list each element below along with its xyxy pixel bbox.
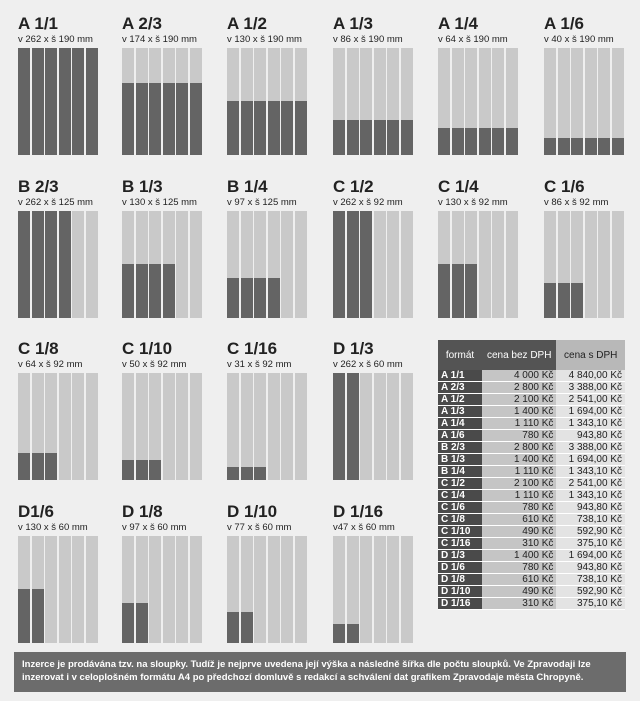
cell-price-with-vat: 943,80 Kč: [556, 430, 625, 442]
ad-area-fill: [544, 138, 556, 155]
ad-area-fill: [333, 624, 345, 643]
ad-area-fill: [360, 120, 372, 155]
ad-format: [18, 503, 98, 643]
cell-price-with-vat: 1 694,00 Kč: [556, 454, 625, 466]
ad-area-fill: [241, 278, 253, 318]
cell-price-without-vat: 2 100 Kč: [482, 478, 556, 490]
page-column: [86, 373, 98, 480]
price-row: [438, 514, 625, 526]
page-column: [295, 211, 307, 318]
ad-area-fill: [479, 128, 491, 155]
ad-area-fill: [18, 48, 30, 155]
page-column: [387, 536, 399, 643]
ad-area-fill: [122, 603, 134, 643]
cell-format: C 1/8: [438, 514, 482, 526]
format-diagram: [333, 373, 413, 480]
cell-price-without-vat: 780 Kč: [482, 502, 556, 514]
ad-area-fill: [45, 211, 57, 318]
format-dimensions: v 262 x š 190 mm: [18, 34, 93, 45]
cell-price-without-vat: 2 100 Kč: [482, 394, 556, 406]
cell-price-without-vat: 610 Kč: [482, 574, 556, 586]
ad-area-fill: [227, 101, 239, 155]
page-column: [241, 373, 253, 480]
format-dimensions: v 86 x š 190 mm: [333, 34, 403, 45]
cell-price-without-vat: 490 Kč: [482, 586, 556, 598]
format-diagram: [122, 211, 202, 318]
cell-format: A 1/4: [438, 418, 482, 430]
format-dimensions: v 31 x š 92 mm: [227, 359, 292, 370]
page-column: [227, 373, 239, 480]
format-dimensions: v 40 x š 190 mm: [544, 34, 614, 45]
format-name: C 1/4: [438, 177, 479, 196]
format-name: D 1/3: [333, 339, 374, 358]
page-column: [281, 373, 293, 480]
format-name: B 1/4: [227, 177, 268, 196]
ad-area-fill: [18, 589, 30, 643]
cell-format: C 1/4: [438, 490, 482, 502]
ad-area-fill: [492, 128, 504, 155]
page-column: [281, 211, 293, 318]
ad-area-fill: [227, 278, 239, 318]
cell-price-without-vat: 1 110 Kč: [482, 490, 556, 502]
format-diagram: [122, 373, 202, 480]
ad-area-fill: [32, 589, 44, 643]
page-column: [506, 211, 518, 318]
cell-price-without-vat: 2 800 Kč: [482, 442, 556, 454]
price-row: [438, 382, 625, 394]
page-column: [254, 373, 266, 480]
cell-format: C 1/2: [438, 478, 482, 490]
format-name: C 1/6: [544, 177, 585, 196]
col-header-format: formát: [438, 340, 482, 370]
cell-price-without-vat: 1 110 Kč: [482, 466, 556, 478]
cell-price-without-vat: 780 Kč: [482, 562, 556, 574]
format-dimensions: v 130 x š 125 mm: [122, 197, 197, 208]
format-dimensions: v 77 x š 60 mm: [227, 522, 292, 533]
ad-area-fill: [465, 128, 477, 155]
ad-area-fill: [506, 128, 518, 155]
cell-price-without-vat: 610 Kč: [482, 514, 556, 526]
page-column: [176, 536, 188, 643]
ad-area-fill: [163, 264, 175, 318]
cell-price-with-vat: 2 541,00 Kč: [556, 478, 625, 490]
ad-area-fill: [254, 101, 266, 155]
format-dimensions: v 64 x š 190 mm: [438, 34, 508, 45]
cell-format: D 1/3: [438, 550, 482, 562]
cell-format: D 1/16: [438, 598, 482, 610]
cell-price-without-vat: 310 Kč: [482, 598, 556, 610]
format-diagram: [227, 536, 307, 643]
price-table-header: [438, 340, 625, 370]
ad-area-fill: [374, 120, 386, 155]
format-name: B 2/3: [18, 177, 59, 196]
ad-area-fill: [32, 453, 44, 480]
page-column: [176, 211, 188, 318]
page-column: [176, 373, 188, 480]
ad-area-fill: [281, 101, 293, 155]
cell-price-with-vat: 4 840,00 Kč: [556, 370, 625, 382]
ad-area-fill: [360, 211, 372, 318]
ad-format: [544, 178, 624, 318]
page-column: [374, 211, 386, 318]
ad-area-fill: [254, 278, 266, 318]
cell-format: A 2/3: [438, 382, 482, 394]
cell-price-with-vat: 738,10 Kč: [556, 514, 625, 526]
ad-area-fill: [347, 624, 359, 643]
ad-area-fill: [32, 211, 44, 318]
ad-area-fill: [558, 283, 570, 318]
cell-format: D 1/10: [438, 586, 482, 598]
cell-price-without-vat: 4 000 Kč: [482, 370, 556, 382]
page-column: [295, 373, 307, 480]
page-column: [387, 211, 399, 318]
format-diagram: [227, 48, 307, 155]
format-dimensions: v 262 x š 60 mm: [333, 359, 403, 370]
format-dimensions: v 174 x š 190 mm: [122, 34, 197, 45]
format-name: C 1/8: [18, 339, 59, 358]
ad-area-fill: [241, 612, 253, 643]
price-row: [438, 562, 625, 574]
page-column: [492, 211, 504, 318]
footer-note: Inzerce je prodávána tzv. na sloupky. Tudíž je nejprve uvedena její výška a následně šířka dle počtu sloupků. Ve Zpravodaji lze inzerovat i v celoplošném formátu A4 po předchozí domluvě s redakcí a schválení dat grafikem Zpravodaje města Chropyně.: [14, 652, 626, 692]
format-diagram: [18, 373, 98, 480]
price-row: [438, 502, 625, 514]
cell-format: B 1/3: [438, 454, 482, 466]
price-row: [438, 586, 625, 598]
cell-format: A 1/6: [438, 430, 482, 442]
ad-area-fill: [136, 83, 148, 155]
cell-price-with-vat: 2 541,00 Kč: [556, 394, 625, 406]
cell-price-with-vat: 1 343,10 Kč: [556, 490, 625, 502]
ad-format: [333, 15, 413, 155]
price-row: [438, 598, 625, 610]
page-column: [45, 536, 57, 643]
price-row: [438, 526, 625, 538]
ad-area-fill: [163, 83, 175, 155]
ad-format: [333, 503, 413, 643]
format-diagram: [544, 48, 624, 155]
page-column: [612, 211, 624, 318]
format-diagram: [333, 48, 413, 155]
format-diagram: [333, 211, 413, 318]
cell-price-with-vat: 1 343,10 Kč: [556, 466, 625, 478]
format-diagram: [544, 211, 624, 318]
col-header-price-with-vat: cena s DPH: [556, 340, 625, 370]
page-column: [281, 536, 293, 643]
ad-area-fill: [32, 48, 44, 155]
ad-area-fill: [558, 138, 570, 155]
cell-format: C 1/10: [438, 526, 482, 538]
page-column: [163, 536, 175, 643]
page-column: [360, 536, 372, 643]
format-diagram: [438, 211, 518, 318]
page-column: [374, 373, 386, 480]
ad-format: [122, 340, 202, 480]
ad-area-fill: [347, 211, 359, 318]
format-diagram: [18, 536, 98, 643]
format-dimensions: v47 x š 60 mm: [333, 522, 395, 533]
ad-area-fill: [268, 278, 280, 318]
price-row: [438, 418, 625, 430]
cell-price-without-vat: 1 110 Kč: [482, 418, 556, 430]
format-name: A 1/3: [333, 14, 374, 33]
format-name: D1/6: [18, 502, 54, 521]
page-column: [163, 373, 175, 480]
page-column: [374, 536, 386, 643]
format-dimensions: v 97 x š 125 mm: [227, 197, 297, 208]
ad-format: [333, 340, 413, 480]
ad-area-fill: [544, 283, 556, 318]
cell-format: A 1/2: [438, 394, 482, 406]
cell-price-without-vat: 2 800 Kč: [482, 382, 556, 394]
ad-area-fill: [122, 83, 134, 155]
format-dimensions: v 50 x š 92 mm: [122, 359, 187, 370]
cell-price-with-vat: 1 343,10 Kč: [556, 418, 625, 430]
format-name: C 1/16: [227, 339, 278, 358]
ad-area-fill: [333, 211, 345, 318]
format-diagram: [122, 48, 202, 155]
cell-price-without-vat: 1 400 Kč: [482, 406, 556, 418]
price-row: [438, 454, 625, 466]
ad-area-fill: [149, 83, 161, 155]
format-name: A 1/4: [438, 14, 479, 33]
price-row: [438, 490, 625, 502]
cell-price-without-vat: 780 Kč: [482, 430, 556, 442]
ad-area-fill: [333, 120, 345, 155]
ad-format: [122, 178, 202, 318]
ad-area-fill: [136, 460, 148, 480]
ad-area-fill: [571, 138, 583, 155]
page-column: [360, 373, 372, 480]
ad-format: [438, 178, 518, 318]
cell-price-without-vat: 1 400 Kč: [482, 454, 556, 466]
cell-price-without-vat: 1 400 Kč: [482, 550, 556, 562]
page-column: [585, 211, 597, 318]
ad-format: [122, 15, 202, 155]
format-diagram: [227, 373, 307, 480]
ad-area-fill: [241, 467, 253, 480]
page-column: [401, 373, 413, 480]
page-column: [295, 536, 307, 643]
format-dimensions: v 86 x š 92 mm: [544, 197, 609, 208]
price-table: [438, 340, 625, 610]
page-column: [401, 211, 413, 318]
cell-price-with-vat: 592,90 Kč: [556, 526, 625, 538]
ad-area-fill: [86, 48, 98, 155]
ad-format: [438, 15, 518, 155]
ad-area-fill: [347, 120, 359, 155]
price-row: [438, 550, 625, 562]
format-name: A 1/1: [18, 14, 59, 33]
ad-area-fill: [295, 101, 307, 155]
cell-price-with-vat: 943,80 Kč: [556, 562, 625, 574]
page-column: [268, 373, 280, 480]
page-column: [72, 536, 84, 643]
cell-format: B 1/4: [438, 466, 482, 478]
ad-area-fill: [18, 453, 30, 480]
price-row: [438, 538, 625, 550]
ad-area-fill: [612, 138, 624, 155]
page-column: [86, 211, 98, 318]
ad-area-fill: [254, 467, 266, 480]
page-column: [387, 373, 399, 480]
ad-area-fill: [18, 211, 30, 318]
ad-format: [122, 503, 202, 643]
ad-area-fill: [122, 264, 134, 318]
cell-price-with-vat: 3 388,00 Kč: [556, 442, 625, 454]
ad-format: [227, 340, 307, 480]
ad-area-fill: [59, 211, 71, 318]
format-dimensions: v 97 x š 60 mm: [122, 522, 187, 533]
cell-format: B 2/3: [438, 442, 482, 454]
ad-area-fill: [585, 138, 597, 155]
ad-area-fill: [438, 128, 450, 155]
ad-area-fill: [452, 264, 464, 318]
format-dimensions: v 64 x š 92 mm: [18, 359, 83, 370]
ad-format: [18, 178, 98, 318]
format-name: C 1/10: [122, 339, 173, 358]
ad-area-fill: [333, 373, 345, 480]
cell-price-with-vat: 1 694,00 Kč: [556, 550, 625, 562]
cell-price-with-vat: 943,80 Kč: [556, 502, 625, 514]
format-name: B 1/3: [122, 177, 163, 196]
ad-area-fill: [227, 612, 239, 643]
ad-format: [227, 503, 307, 643]
price-row: [438, 394, 625, 406]
ad-format: [18, 340, 98, 480]
format-dimensions: v 262 x š 125 mm: [18, 197, 93, 208]
format-name: D 1/8: [122, 502, 163, 521]
ad-area-fill: [465, 264, 477, 318]
page-column: [59, 373, 71, 480]
format-diagram: [227, 211, 307, 318]
cell-price-with-vat: 375,10 Kč: [556, 538, 625, 550]
ad-area-fill: [401, 120, 413, 155]
cell-format: D 1/8: [438, 574, 482, 586]
ad-format: [227, 15, 307, 155]
price-row: [438, 574, 625, 586]
page-column: [268, 536, 280, 643]
ad-area-fill: [149, 264, 161, 318]
page-column: [59, 536, 71, 643]
ad-area-fill: [176, 83, 188, 155]
page-column: [149, 536, 161, 643]
format-name: A 1/6: [544, 14, 585, 33]
format-diagram: [333, 536, 413, 643]
format-name: C 1/2: [333, 177, 374, 196]
format-diagram: [122, 536, 202, 643]
format-dimensions: v 130 x š 92 mm: [438, 197, 508, 208]
ad-format: [18, 15, 98, 155]
ad-area-fill: [72, 48, 84, 155]
cell-format: C 1/16: [438, 538, 482, 550]
ad-format: [227, 178, 307, 318]
cell-price-with-vat: 1 694,00 Kč: [556, 406, 625, 418]
ad-area-fill: [598, 138, 610, 155]
format-diagram: [438, 48, 518, 155]
page-column: [254, 536, 266, 643]
cell-format: D 1/6: [438, 562, 482, 574]
ad-area-fill: [227, 467, 239, 480]
page-column: [190, 373, 202, 480]
page-column: [401, 536, 413, 643]
page-column: [479, 211, 491, 318]
price-row: [438, 442, 625, 454]
page-column: [72, 211, 84, 318]
format-name: D 1/10: [227, 502, 278, 521]
ad-area-fill: [347, 373, 359, 480]
format-diagram: [18, 48, 98, 155]
page-column: [598, 211, 610, 318]
ad-area-fill: [438, 264, 450, 318]
price-row: [438, 430, 625, 442]
ad-area-fill: [190, 83, 202, 155]
ad-area-fill: [268, 101, 280, 155]
format-dimensions: v 262 x š 92 mm: [333, 197, 403, 208]
ad-area-fill: [387, 120, 399, 155]
page-column: [190, 536, 202, 643]
ad-area-fill: [452, 128, 464, 155]
format-name: A 2/3: [122, 14, 163, 33]
cell-price-without-vat: 310 Kč: [482, 538, 556, 550]
cell-format: A 1/1: [438, 370, 482, 382]
ad-format: [333, 178, 413, 318]
format-name: A 1/2: [227, 14, 268, 33]
cell-price-with-vat: 3 388,00 Kč: [556, 382, 625, 394]
cell-format: C 1/6: [438, 502, 482, 514]
format-dimensions: v 130 x š 190 mm: [227, 34, 302, 45]
ad-area-fill: [241, 101, 253, 155]
ad-area-fill: [136, 603, 148, 643]
cell-price-without-vat: 490 Kč: [482, 526, 556, 538]
format-name: D 1/16: [333, 502, 384, 521]
format-dimensions: v 130 x š 60 mm: [18, 522, 88, 533]
price-row: [438, 406, 625, 418]
format-diagram: [18, 211, 98, 318]
cell-price-with-vat: 592,90 Kč: [556, 586, 625, 598]
ad-area-fill: [45, 48, 57, 155]
ad-area-fill: [45, 453, 57, 480]
ad-area-fill: [149, 460, 161, 480]
page-column: [72, 373, 84, 480]
price-row: [438, 478, 625, 490]
ad-format: [544, 15, 624, 155]
price-row: [438, 370, 625, 382]
price-row: [438, 466, 625, 478]
ad-area-fill: [571, 283, 583, 318]
page-column: [190, 211, 202, 318]
cell-price-with-vat: 375,10 Kč: [556, 598, 625, 610]
col-header-price-without-vat: cena bez DPH: [482, 340, 556, 370]
ad-area-fill: [59, 48, 71, 155]
cell-format: A 1/3: [438, 406, 482, 418]
ad-area-fill: [122, 460, 134, 480]
cell-price-with-vat: 738,10 Kč: [556, 574, 625, 586]
page-column: [86, 536, 98, 643]
ad-area-fill: [136, 264, 148, 318]
